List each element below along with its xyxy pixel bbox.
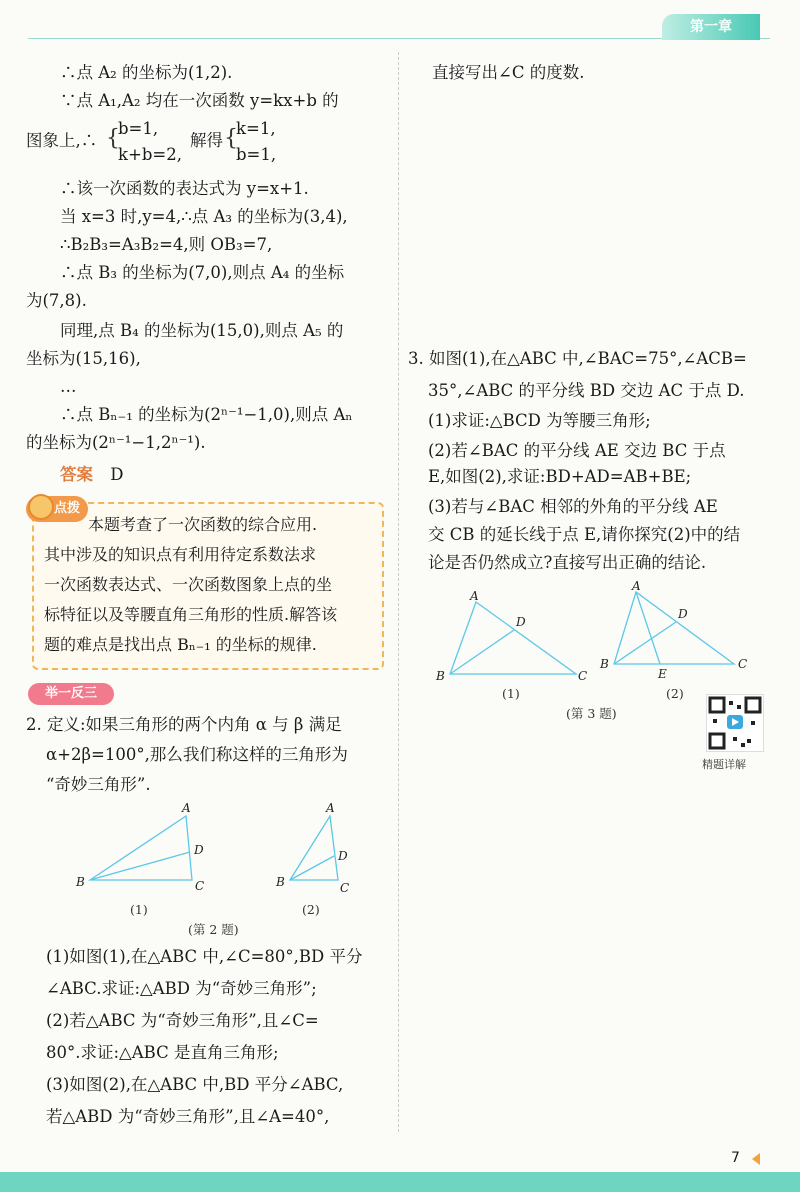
label-e: E (658, 667, 667, 681)
chapter-tab: 第一章 (662, 14, 760, 40)
triangle-abc-4 (614, 592, 734, 664)
segment-bd (90, 852, 190, 880)
triangle-abc (90, 816, 192, 880)
label-b: B (76, 875, 85, 889)
fig3-sub2: (2) (666, 686, 684, 701)
column-divider (398, 52, 400, 1132)
solution-line-4: ∴该一次函数的表达式为 y=x+1. (60, 179, 309, 198)
solution-line-9: 同理,点 B₄ 的坐标为(15,0),则点 A₅ 的 (60, 321, 344, 340)
tip-badge: 点拨 (26, 496, 88, 522)
footer-bar (0, 1172, 800, 1192)
figure-3-2 (598, 580, 758, 680)
solution-line-13: 的坐标为(2ⁿ⁻¹−1,2ⁿ⁻¹). (26, 433, 206, 452)
answer-row (60, 464, 123, 486)
solution-line-8: 为(7,8). (26, 291, 87, 310)
solution-line-6: ∴B₂B₃=A₃B₂=4,则 OB₃=7, (60, 235, 273, 254)
q3-line-6: (3)若与∠BAC 相邻的外角的平分线 AE (428, 497, 718, 516)
fig2-caption: (第 2 题) (188, 922, 239, 937)
q2-line-3: “奇妙三角形”. (46, 775, 151, 794)
page-number: 7 (731, 1150, 740, 1166)
segment-ae (636, 592, 660, 664)
fig2-sub2: (2) (302, 902, 320, 917)
label-a-3: A (470, 589, 479, 603)
label-a-2: A (326, 801, 335, 815)
extend-badge: 举一反三 (28, 683, 114, 705)
label-c-4: C (738, 657, 748, 671)
figure-3-1 (434, 586, 594, 686)
answer-label: 答案 (60, 465, 93, 484)
qr-label: 精题详解 (702, 758, 746, 771)
q2-part-4: 80°.求证:△ABC 是直角三角形; (46, 1043, 279, 1062)
solution-line-10: 坐标为(15,16), (26, 349, 141, 368)
tip-line-2: 其中涉及的知识点有利用待定系数法求 (44, 545, 317, 564)
solution-line-2: ∵点 A₁,A₂ 均在一次函数 y=kx+b 的 (60, 91, 339, 110)
q3-line-1: 3. 如图(1),在△ABC 中,∠BAC=75°,∠ACB= (408, 349, 747, 368)
system-1-eq-1: b=1, (118, 119, 159, 138)
label-a: A (182, 801, 191, 815)
system-2-eq-1: k=1, (236, 119, 276, 138)
label-b-3: B (436, 669, 445, 683)
label-d: D (194, 843, 204, 857)
fig3-sub1: (1) (502, 686, 520, 701)
q2-part-1: (1)如图(1),在△ABC 中,∠C=80°,BD 平分 (46, 947, 363, 966)
figure-2-1 (70, 800, 220, 910)
brace-left-1: { (106, 126, 120, 151)
q2-part-6: 若△ABD 为“奇妙三角形”,且∠A=40°, (46, 1107, 330, 1126)
q2-part-2: ∠ABC.求证:△ABD 为“奇妙三角形”; (46, 979, 317, 998)
tip-line-4: 标特征以及等腰直角三角形的性质.解答该 (44, 605, 338, 624)
fig3-caption: (第 3 题) (566, 706, 617, 721)
figure-2-2 (274, 800, 374, 910)
solution-line-11: … (60, 377, 77, 396)
tip-line-3: 一次函数表达式、一次函数图象上点的坐 (44, 575, 333, 594)
system-1-eq-2: k+b=2, (118, 145, 182, 164)
header-rule (28, 38, 770, 39)
tip-line-5: 题的难点是找出点 Bₙ₋₁ 的坐标的规律. (44, 635, 317, 654)
label-c: C (195, 879, 205, 893)
segment-bd-2 (290, 856, 334, 880)
qr-pattern (707, 695, 763, 751)
q3-line-2: 35°,∠ABC 的平分线 BD 交边 AC 于点 D. (428, 381, 745, 400)
q3-line-5: E,如图(2),求证:BD+AD=AB+BE; (428, 467, 692, 486)
triangle-abc-3 (450, 602, 576, 674)
answer-value: D (110, 465, 124, 484)
q3-line-8: 论是否仍然成立?直接写出正确的结论. (428, 553, 707, 572)
solution-line-3a: 图象上,∴ (26, 131, 98, 150)
label-d-2: D (338, 849, 348, 863)
solution-line-3b: 解得 (190, 131, 223, 150)
tip-line-1: 本题考查了一次函数的综合应用. (88, 515, 318, 534)
lightbulb-icon (28, 494, 54, 520)
q2-part-3: (2)若△ABC 为“奇妙三角形”,且∠C= (46, 1011, 319, 1030)
label-b-2: B (276, 875, 285, 889)
solution-line-12: ∴点 Bₙ₋₁ 的坐标为(2ⁿ⁻¹−1,0),则点 Aₙ (60, 405, 353, 424)
q2-line-1: 2. 定义:如果三角形的两个内角 α 与 β 满足 (26, 715, 342, 734)
segment-bd-3 (450, 630, 514, 674)
label-d-4: D (678, 607, 688, 621)
system-2-eq-2: b=1, (236, 145, 277, 164)
label-a-4: A (632, 579, 641, 593)
q2-part-5: (3)如图(2),在△ABC 中,BD 平分∠ABC, (46, 1075, 344, 1094)
label-c-2: C (340, 881, 350, 895)
solution-line-1: ∴点 A₂ 的坐标为(1,2). (60, 63, 233, 82)
q2-continuation: 直接写出∠C 的度数. (432, 63, 585, 82)
segment-bd-4 (614, 622, 676, 664)
q3-line-4: (2)若∠BAC 的平分线 AE 交边 BC 于点 (428, 441, 726, 460)
brace-left-2: { (224, 126, 238, 151)
fig2-sub1: (1) (130, 902, 148, 917)
solution-line-5: 当 x=3 时,y=4,∴点 A₃ 的坐标为(3,4), (60, 207, 348, 226)
label-d-3: D (516, 615, 526, 629)
qr-code-icon[interactable] (706, 694, 764, 752)
solution-line-7: ∴点 B₃ 的坐标为(7,0),则点 A₄ 的坐标 (60, 263, 345, 282)
q3-line-3: (1)求证:△BCD 为等腰三角形; (428, 411, 651, 430)
q3-line-7: 交 CB 的延长线于点 E,请你探究(2)中的结 (428, 525, 741, 544)
label-b-4: B (600, 657, 609, 671)
q2-line-2: α+2β=100°,那么我们称这样的三角形为 (46, 745, 348, 764)
label-c-3: C (578, 669, 588, 683)
triangle-abc-2 (290, 816, 338, 880)
page-arrow-icon (752, 1153, 760, 1165)
